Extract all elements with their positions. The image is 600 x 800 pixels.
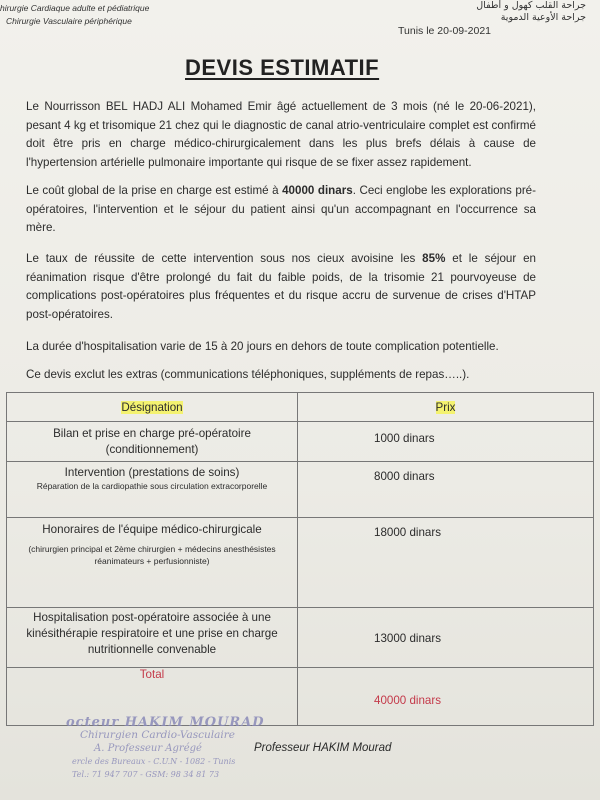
total-value: 40000 dinars: [298, 668, 594, 726]
row-sub-text: Réparation de la cardiopathie sous circulation extracorporelle: [36, 481, 268, 491]
cost-text-1: Le coût global de la prise en charge est estimé à: [26, 184, 283, 197]
arabic-line-2: جراحة الأوعية الدموية: [500, 12, 586, 23]
row-designation: [7, 422, 298, 462]
estimate-table: [6, 392, 594, 726]
row-main-text: Bilan et prise en charge pré-opératoire (conditionnement): [53, 427, 251, 456]
header-right-arabic: [476, 0, 586, 24]
document-title: DEVIS ESTIMATIF: [185, 55, 380, 80]
header-prix: [298, 393, 594, 422]
row-designation: [7, 462, 298, 518]
success-rate-paragraph: [26, 250, 536, 324]
header-designation: [7, 393, 298, 422]
row-designation: [7, 518, 298, 608]
table-row: [7, 608, 594, 668]
total-label: Total: [7, 668, 298, 726]
prix-label: Prix: [435, 400, 456, 414]
duration-paragraph: La durée d'hospitalisation varie de 15 à 20 jours en dehors de toute complication potentielle.: [26, 340, 499, 353]
row-price: 13000 dinars: [298, 608, 594, 668]
specialty-line-1: hirurgie Cardiaque adulte et pédiatrique: [0, 3, 150, 13]
table-row: [7, 462, 594, 518]
specialty-line-2: Chirurgie Vasculaire périphérique: [6, 16, 132, 26]
cost-paragraph: [26, 182, 536, 238]
designation-label: Désignation: [121, 400, 183, 414]
stamp-line-3: A. Professeur Agrégé: [94, 743, 202, 754]
patient-paragraph: Le Nourrisson BEL HADJ ALI Mohamed Emir âgé actuellement de 3 mois (né le 20-06-2021), pesant 4 kg et trisomique 21 chez qui le diagnostic de canal atrio-ventriculaire complet est confirmé doit être pris en charge médico-chirurgicalement dans les plus brefs délais à cause de l'hypertension artérielle pulmonaire importante qui risque de se fixer assez rapidement.: [26, 100, 536, 169]
arabic-line-1: جراحة القلب كهول و أطفال: [476, 0, 586, 11]
stamp-line-4: ercle des Bureaux - C.U.N - 1082 - Tunis: [72, 757, 236, 766]
cost-text-2: . Ceci englobe les explorations pré-opératoires, l'intervention et le séjour du patient ainsi qu'un accompagnant en l'occurrence sa mère.: [26, 184, 536, 234]
document-date: Tunis le 20-09-2021: [398, 25, 492, 37]
exclusions-paragraph: Ce devis exclut les extras (communications téléphoniques, suppléments de repas…..).: [26, 368, 470, 381]
table-header-row: [7, 393, 594, 422]
table-row: [7, 518, 594, 608]
doctor-stamp: [66, 716, 265, 781]
cost-amount: 40000 dinars: [282, 184, 353, 197]
success-rate: 85%: [422, 252, 446, 265]
row-designation: [7, 608, 298, 668]
stamp-line-1: octeur HAKIM MOURAD: [66, 715, 265, 730]
table-row: [7, 422, 594, 462]
row-main-text: Intervention (prestations de soins): [64, 466, 240, 479]
stamp-line-2: Chirurgien Cardio-Vasculaire: [80, 729, 235, 741]
row-price: 1000 dinars: [298, 422, 594, 462]
success-text-1: Le taux de réussite de cette intervention sous nos cieux avoisine les: [26, 252, 423, 265]
stamp-line-5: Tel.: 71 947 707 - GSM: 98 34 81 73: [72, 770, 220, 779]
success-text-2: et le séjour en réanimation risque d'être prolongé du fait du faible poids, de la trisomie 21 pourvoyeuse de complications post-opératoires plus fréquentes et du risque accru de survenue de crises d'HTAP post-opératoires.: [26, 252, 536, 321]
row-price: 8000 dinars: [298, 462, 594, 518]
signature-name: Professeur HAKIM Mourad: [254, 742, 392, 754]
row-main-text: Honoraires de l'équipe médico-chirurgicale: [42, 523, 262, 536]
row-main-text: Hospitalisation post-opératoire associée à une kinésithérapie respiratoire et une prise en charge nutritionnelle convenable: [26, 611, 278, 656]
row-price: 18000 dinars: [298, 518, 594, 608]
row-sub-text: (chirurgien principal et 2ème chirurgien + médecins anesthésistes réanimateurs + perfusionniste): [28, 544, 276, 566]
header-left: [0, 2, 149, 28]
